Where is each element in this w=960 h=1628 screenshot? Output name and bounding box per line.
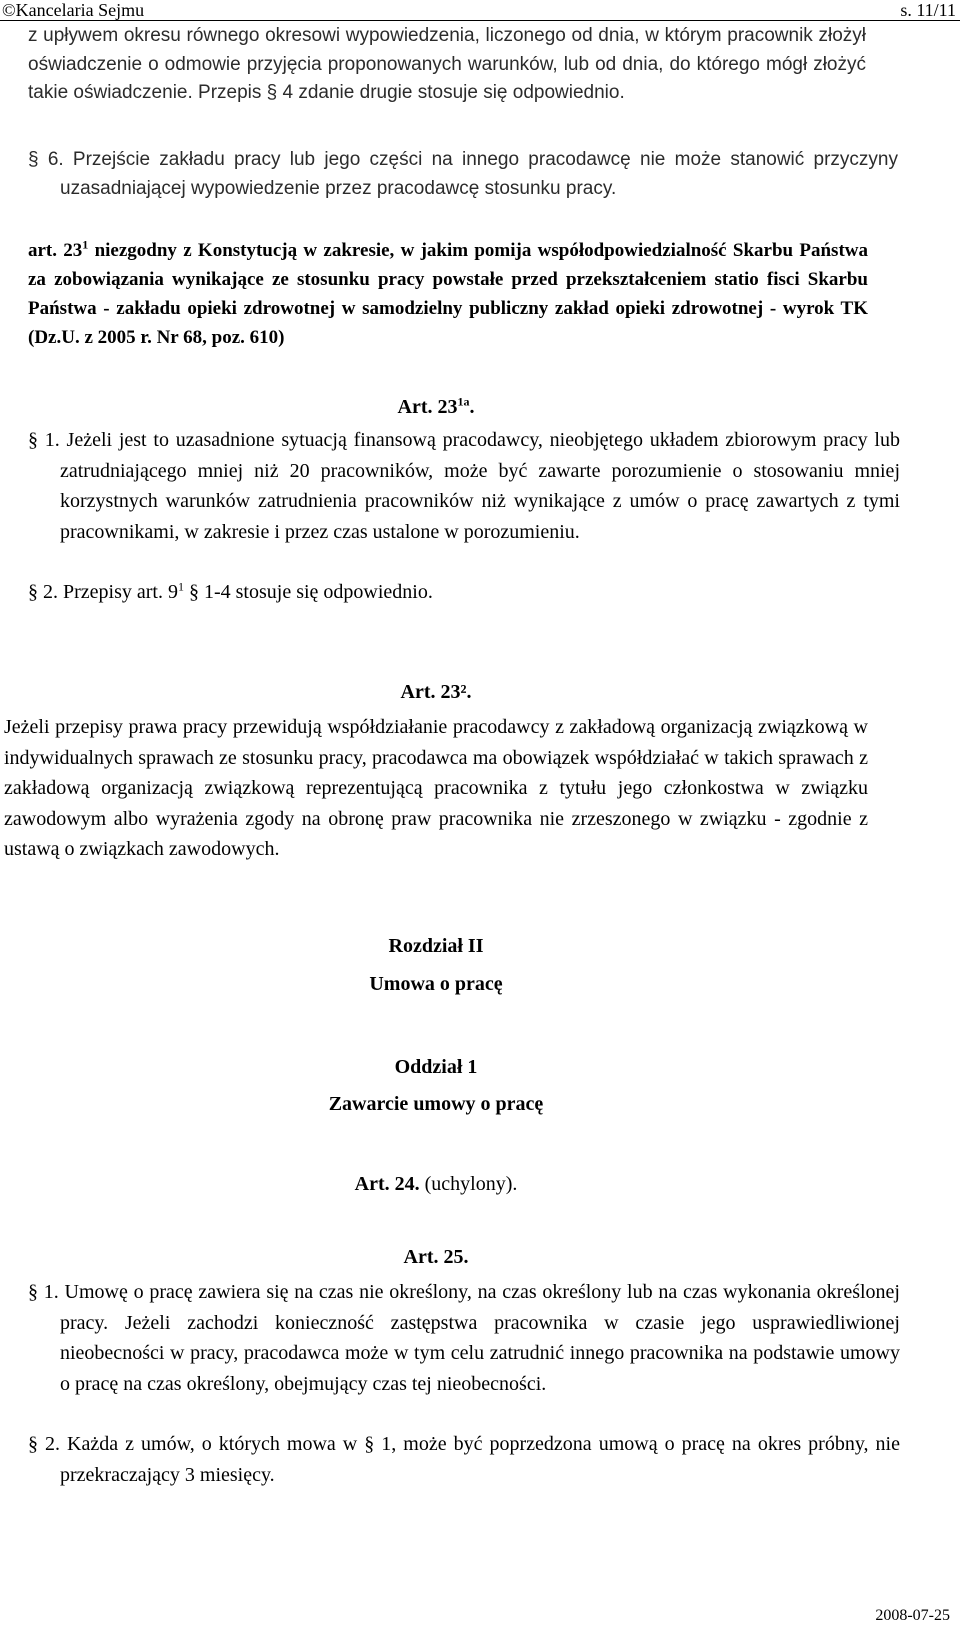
tk-note-text: niezgodny z Konstytucją w zakresie, w jakim pomija współodpowiedzialność Skarbu Państwa za zobowiązania wynikające ze stosunku pracy powstałe przed przekształceniem statio fisci Skarbu Państwa - zakładu opieki zdrowotnej w samodzielny publiczny zakład opieki zdrowotnej - wyrok TK (Dz.U. z 2005 r. Nr 68, poz. 610) — [28, 240, 868, 348]
footer-date: 2008-07-25 — [875, 1607, 950, 1624]
article-24-title: Art. 24. (uchylony). — [354, 1173, 518, 1195]
tk-note-prefix: art. 23 — [28, 240, 83, 261]
article-24-note: (uchylony). — [419, 1173, 518, 1195]
paragraph-6: § 6. Przejście zakładu pracy lub jego części na innego pracodawcę nie może stanowić przyczyny uzasadniającej wypowiedzenie przez pracodawcę stosunku pracy. — [28, 149, 898, 199]
paragraph-continuation: z upływem okresu równego okresowi wypowiedzenia, liczonego od dnia, w którym pracownik złożył oświadczenie o odmowie przyjęcia proponowanych warunków, lub od dnia, do którego mógł złożyć takie oświadczenie. Przepis § 4 zdanie drugie stosuje się odpowiednio. — [28, 25, 866, 103]
tk-note-sup: 1 — [82, 237, 89, 252]
article-23-2-title: Art. 23². — [400, 681, 472, 703]
header-source: ©Kancelaria Sejmu — [2, 0, 145, 20]
page-number: s. 11/11 — [900, 0, 956, 20]
article-25-paragraph-2: § 2. Każda z umów, o których mowa w § 1, może być poprzedzona umową o pracę na okres próbny, nie przekraczający 3 miesięcy. — [28, 1433, 900, 1486]
article-23-1a-paragraph-1: § 1. Jeżeli jest to uzasadnione sytuacją finansową pracodawcy, nieobjętego układem zbiorowym pracy lub zatrudniającego mniej niż 20 pracowników, może być zawarte porozumienie o stosowaniu mniej korzystnych warunków zatrudnienia pracowników niż wynikające z umów o pracę zawartych z tymi pracownikami, w zakresie i przez czas ustalone w porozumieniu. — [28, 429, 900, 543]
section-number: Oddział 1 — [394, 1056, 478, 1078]
article-23-1a-paragraph-2: § 2. Przepisy art. $9^1$ § 1-4 stosuje się odpowiednio. — [28, 579, 433, 603]
chapter-number: Rozdział II — [388, 935, 484, 957]
article-25-paragraph-1: § 1. Umowę o pracę zawiera się na czas nie określony, na czas określony lub na czas wykonania określonej pracy. Jeżeli zachodzi konieczność zastępstwa pracownika w czasie jego usprawiedliwionej nieobecności w pracy, pracodawca może w tym celu zatrudnić innego pracownika na podstawie umowy o pracę na czas określony, obejmujący czas tej nieobecności. — [28, 1281, 900, 1395]
article-9-sup: 1 — [177, 579, 184, 594]
chapter-title: Umowa o pracę — [369, 973, 503, 995]
tk-judgment-note — [28, 236, 868, 352]
article-25-title: Art. 25. — [403, 1246, 469, 1268]
section-title: Zawarcie umowy o pracę — [328, 1093, 544, 1115]
article-23-1a-title: Art. $23^{1a}$. — [397, 394, 475, 418]
article-23-2-text: Jeżeli przepisy prawa pracy przewidują współdziałanie pracodawcy z zakładową organizacją związkową w indywidualnych sprawach ze stosunku pracy, pracodawca ma obowiązek współdziałać w takich sprawach z zakładową organizacją związkową reprezentującą pracownika z tytułu jego członkostwa w związku zawodowym albo wyrażenia zgody na obronę praw pracownika nie zrzeszonego w związku - zgodnie z ustawą o związkach zawodowych. — [4, 716, 868, 860]
header-divider — [0, 20, 960, 21]
article-23-1a-sup: 1a — [457, 394, 470, 409]
